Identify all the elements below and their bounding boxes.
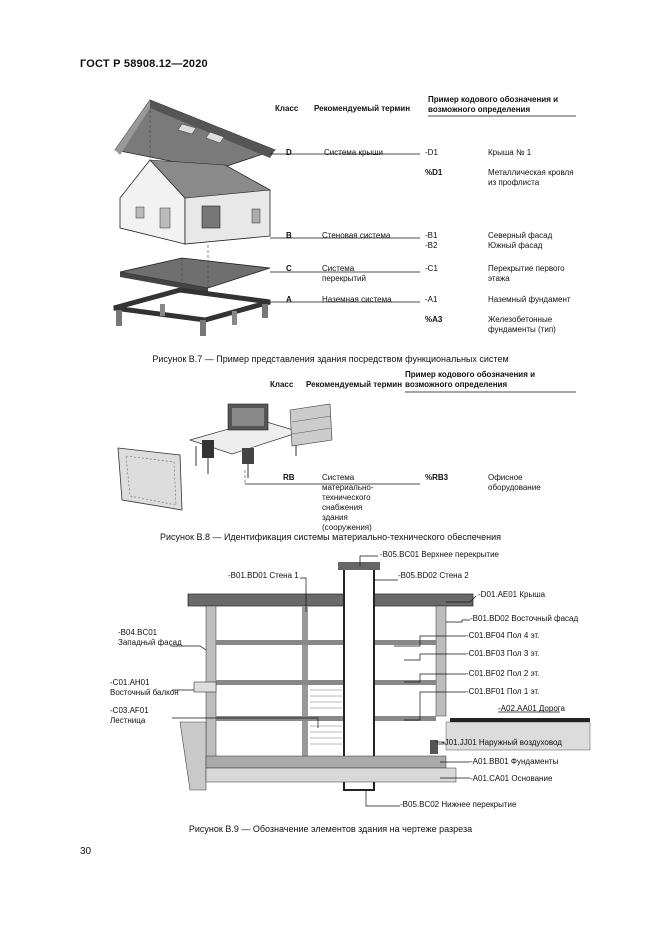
fig7-def: Перекрытие первого этажа — [488, 264, 565, 283]
fig9-label-top-slab: -B05.BC01 Верхнее перекрытие — [380, 550, 499, 559]
fig8-def: Офисное оборудование — [488, 473, 541, 492]
fig7-term-floor: Система перекрытий — [322, 264, 366, 283]
fig9-label-stair-name: Лестница — [110, 716, 146, 725]
fig9-label-base: -A01.CA01 Основание — [470, 774, 553, 783]
fig7-code: -B2 — [425, 241, 438, 250]
fig7-code: -D1 — [425, 148, 438, 157]
fig9-caption: Рисунок В.9 — Обозначение элементов здания на чертеже разреза — [188, 824, 473, 834]
fig9-label-duct: -J01.JJ01 Наружный воздуховод — [442, 738, 562, 747]
fig9-label-west-name: Западный фасад — [118, 638, 182, 647]
fig9-label-west-code: -B04.BC01 — [118, 628, 158, 637]
fig7-col-term: Рекомендуемый термин — [314, 104, 411, 113]
fig7-term-roof: Система крыши — [324, 148, 384, 157]
page-number: 30 — [80, 846, 92, 857]
fig9-label-stair-code: -C03.AF01 — [110, 706, 149, 715]
fig7-def: Металлическая кровля из профлиста — [488, 168, 574, 187]
fig7-code: %A3 — [425, 315, 443, 324]
fig9-label-bottom-slab: -B05.BC02 Нижнее перекрытие — [400, 800, 517, 809]
fig8-class-rb: RB — [283, 473, 295, 482]
fig9-label-wall1: -B01.BD01 Стена 1 — [228, 571, 299, 580]
fig9-label-floor3: -C01.BF03 Пол 3 эт. — [466, 649, 540, 658]
fig9-label-balcony-name: Восточный балкон — [110, 688, 179, 697]
fig7-def: Северный фасад — [488, 231, 553, 240]
fig8-col-class: Класс — [270, 380, 294, 389]
fig7-def: Железобетонные фундаменты (тип) — [488, 315, 556, 334]
fig9-label-wall2: -B05.BD02 Стена 2 — [398, 571, 469, 580]
fig7-class-d: D — [286, 148, 292, 157]
fig9-label-floor4: -C01.BF04 Пол 4 эт. — [466, 631, 540, 640]
fig8-code: %RB3 — [425, 473, 449, 482]
fig8-col-term: Рекомендуемый термин — [306, 380, 403, 389]
fig7-caption: Рисунок В.7 — Пример представления здания посредством функциональных систем — [152, 354, 509, 364]
fig7-code: -C1 — [425, 264, 438, 273]
fig8-term: Система материально-технического снабжения здания (сооружения) — [322, 473, 374, 532]
fig7-class-a: A — [286, 295, 292, 304]
fig8-col-example: Пример кодового обозначения и возможного определения — [405, 370, 536, 389]
fig7-col-class: Класс — [275, 104, 299, 113]
fig7-code: -B1 — [425, 231, 438, 240]
fig7-def: Наземный фундамент — [488, 295, 571, 304]
fig7-term-ground: Наземная система — [322, 295, 392, 304]
fig7-def: Южный фасад — [488, 241, 543, 250]
document-header: ГОСТ Р 58908.12—2020 — [80, 58, 208, 70]
fig9-label-balcony-code: -C01.AH01 — [110, 678, 150, 687]
fig7-code: %D1 — [425, 168, 443, 177]
fig7-class-c: C — [286, 264, 292, 273]
fig9-label-found: -A01.BB01 Фундаменты — [470, 757, 559, 766]
fig7-code: -A1 — [425, 295, 438, 304]
fig7-def: Крыша № 1 — [488, 148, 532, 157]
fig9-label-floor1: -C01.BF01 Пол 1 эт. — [466, 687, 540, 696]
fig8-caption: Рисунок В.8 — Идентификация системы материально-технического обеспечения — [160, 532, 501, 542]
fig9-label-roof: -D01.AE01 Крыша — [478, 590, 546, 599]
fig9-label-road: -A02.AA01 Дорога — [498, 704, 565, 713]
fig7-class-b: B — [286, 231, 292, 240]
fig7-col-example: Пример кодового обозначения и возможного определения — [428, 95, 559, 114]
fig9-label-floor2: -C01.BF02 Пол 2 эт. — [466, 669, 540, 678]
fig9-label-east: -B01.BD02 Восточный фасад — [470, 614, 579, 623]
fig7-illustration — [114, 100, 275, 336]
fig7-term-wall: Стеновая система — [322, 231, 391, 240]
